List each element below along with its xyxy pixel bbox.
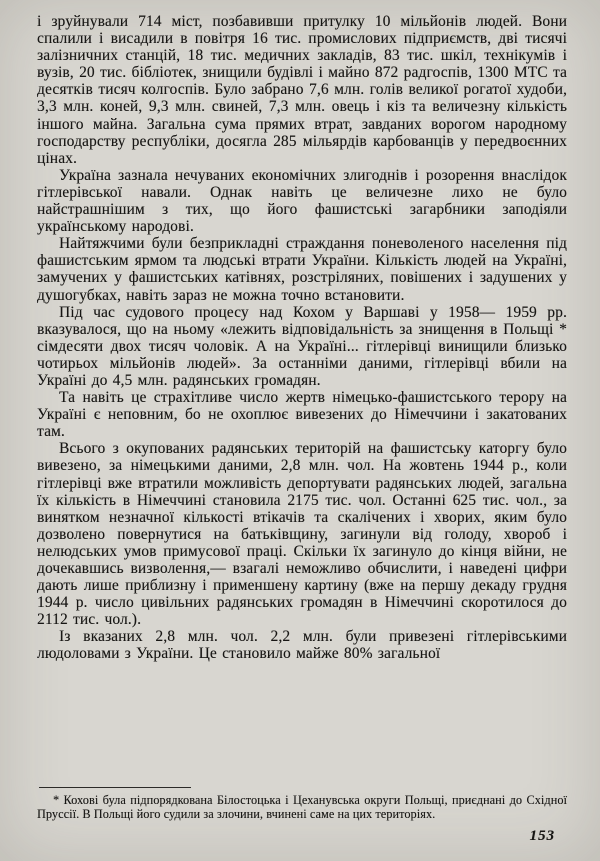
page-body bbox=[37, 13, 567, 663]
paragraph: Під час судового процесу над Кохом у Варшаві у 1958— 1959 рр. вказувалося, що на ньому «лежить відповідальність за знищення в Польщі * сімдесяти двох тисяч чоловік. А на Україні... гітлерівці винищили близько чотирьох мільйонів людей». За останніми даними, гітлерівці вбили на Україні до 4,5 млн. радянських громадян. bbox=[37, 303, 567, 389]
paragraph: Та навіть це страхітливе число жертв німецько-фашистського терору на Україні є неповним, бо не охоплює вивезених до Німеччини і закатованих там. bbox=[37, 389, 567, 441]
paragraph: Всього з окупованих радянських територій на фашистську каторгу було вивезено, за німецькими даними, 2,8 млн. чол. На жовтень 1944 р., коли гітлерівці вже втратили можливість депортувати радянських людей, загальна їх кількість в Німеччині становила 2175 тис. чол. Останні 625 тис. чол., за винятком незначної кількості втікачів та скалічених і хворих, яким було дозволено повернутися на батьківщину, загинули від голоду, хвороб і нелюдських умов примусової праці. Скільки їх загинуло до кінця війни, не дочекавшись визволення,— взагалі неможливо обчислити, і наведені цифри дають лише приблизну і применшену картину (вже на першу декаду грудня 1944 р. число цивільних радянських громадян в Німеччині скоротилося до 2112 тис. чол.). bbox=[37, 440, 567, 629]
footnote-text: * Кохові була підпорядкована Білостоцька і Цеханувська округи Польщі, приєднані до Східної Пруссії. В Польщі його судили за злочини, вчинені саме на цих територіях. bbox=[37, 793, 567, 821]
footnote-section bbox=[37, 779, 567, 845]
paragraph: Найтяжчими були безприкладні страждання поневоленого населення під фашистським ярмом та людські втрати України. Кількість людей на Україні, замучених у фашистських катівнях, розстріляних, повішених і задушених у душогубках, навіть зараз не можна точно встановити. bbox=[37, 235, 567, 304]
paragraph: Із вказаних 2,8 млн. чол. 2,2 млн. були привезені гітлерівськими людоловами з України. Це становило майже 80% загальної bbox=[37, 628, 567, 663]
footnote-divider bbox=[39, 787, 191, 788]
paragraph: Україна зазнала нечуваних економічних злигоднів і розорення внаслідок гітлерівської навали. Однак навіть це величезне лихо не було найстрашнішим з тих, що його фашистські загарбники заподіяли українському народові. bbox=[37, 166, 567, 236]
page-number: 153 bbox=[529, 828, 555, 844]
paragraph: і зруйнували 714 міст, позбавивши притулку 10 мільйонів людей. Вони спалили і висадили в повітря 16 тис. промислових підприємств, дві тисячі залізничних станцій, 18 тис. медичних закладів, 83 тис. шкіл, технікумів і вузів, 20 тис. бібліотек, знищили будівлі і майно 872 радгоспів, 1300 МТС та десятків тисяч колгоспів. Було забрано 7,6 млн. голів великої рогатої худоби, 3,3 млн. коней, 9,3 млн. свиней, 7,3 млн. овець і кіз та величезну кількість іншого майна. Загальна сума прямих втрат, завданих ворогом народному господарству республіки, досягла 285 мільярдів карбованців у передвоєнних цінах. bbox=[37, 13, 567, 167]
